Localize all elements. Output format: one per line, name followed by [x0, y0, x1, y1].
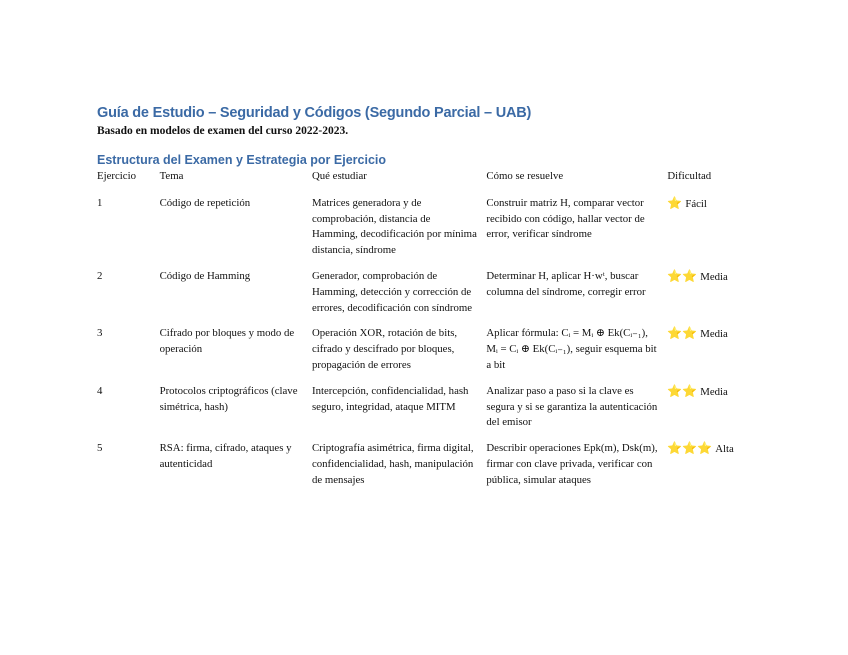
difficulty-label: Alta	[715, 443, 734, 456]
column-header-como-se-resuelve: Cómo se resuelve	[486, 170, 564, 182]
column-header-dificultad: Dificultad	[667, 170, 712, 182]
exam-structure-table	[97, 169, 757, 499]
cell-como-se-resuelve-wrap	[486, 326, 667, 383]
cell-dificultad	[667, 196, 757, 269]
cell-que-estudiar: Generador, comprobación de Hamming, detección y corrección de errores, decodificación con síndrome	[311, 269, 473, 314]
document-page	[97, 104, 757, 499]
difficulty-label: Media	[700, 385, 728, 398]
table-row	[97, 441, 757, 498]
column-header-que-estudiar: Qué estudiar	[311, 170, 367, 182]
column-header-tema: Tema	[159, 170, 184, 182]
difficulty-label: Media	[700, 270, 728, 283]
table-row	[97, 326, 757, 383]
cell-que-estudiar-wrap	[312, 269, 486, 326]
document-title: Guía de Estudio – Seguridad y Códigos (Segundo Parcial – UAB)	[97, 105, 532, 121]
cell-tema: Protocolos criptográficos (clave simétrica, hash)	[159, 384, 298, 413]
difficulty-label: Media	[700, 328, 728, 341]
cell-ejercicio: 4	[97, 384, 103, 397]
section-heading: Estructura del Examen y Estrategia por Ejercicio	[97, 153, 387, 167]
table-row	[97, 269, 757, 326]
cell-que-estudiar-wrap	[312, 384, 486, 441]
table-row	[97, 196, 757, 269]
cell-ejercicio: 2	[97, 269, 103, 282]
cell-ejercicio: 1	[97, 196, 103, 209]
cell-dificultad	[667, 441, 757, 498]
cell-como-se-resuelve-wrap	[486, 196, 667, 269]
table-row	[97, 384, 757, 441]
cell-como-se-resuelve: Aplicar fórmula: Cᵢ = Mᵢ ⊕ Ek(Cᵢ₋₁), Mᵢ = Cᵢ ⊕ Ek(Cᵢ₋₁), seguir esquema bit a bit	[486, 327, 657, 371]
table-header-row	[97, 169, 757, 196]
cell-como-se-resuelve: Determinar H, aplicar H·wᵗ, buscar columna del síndrome, corregir error	[486, 269, 646, 298]
cell-dificultad	[667, 384, 757, 441]
cell-como-se-resuelve: Describir operaciones Epk(m), Dsk(m), firmar con clave privada, verificar con pública, simular ataques	[486, 442, 658, 486]
cell-como-se-resuelve-wrap	[486, 384, 667, 441]
cell-como-se-resuelve-wrap	[486, 441, 667, 498]
star-icon: ⭐	[667, 195, 683, 210]
document-subtitle: Basado en modelos de examen del curso 2022-2023.	[97, 125, 349, 137]
cell-que-estudiar: Operación XOR, rotación de bits, cifrado y descifrado por bloques, propagación de errores	[311, 327, 458, 371]
cell-dificultad	[667, 269, 757, 326]
cell-como-se-resuelve-wrap	[486, 269, 667, 326]
star-icon: ⭐⭐⭐	[667, 441, 713, 456]
cell-tema: Cifrado por bloques y modo de operación	[159, 327, 295, 356]
cell-que-estudiar: Intercepción, confidencialidad, hash seguro, integridad, ataque MITM	[311, 384, 469, 413]
difficulty-label: Fácil	[685, 197, 707, 210]
cell-que-estudiar: Criptografía asimétrica, firma digital, confidencialidad, hash, manipulación de mensajes	[311, 442, 474, 486]
star-icon: ⭐⭐	[667, 326, 698, 341]
cell-dificultad	[667, 326, 757, 383]
column-header-ejercicio: Ejercicio	[97, 170, 136, 182]
star-icon: ⭐⭐	[667, 268, 698, 283]
cell-ejercicio: 3	[97, 327, 103, 340]
cell-como-se-resuelve: Analizar paso a paso si la clave es segura y si se garantiza la autenticación del emisor	[486, 384, 658, 429]
cell-que-estudiar-wrap	[312, 441, 486, 498]
cell-que-estudiar-wrap	[312, 326, 486, 383]
cell-ejercicio: 5	[97, 442, 103, 455]
cell-que-estudiar: Matrices generadora y de comprobación, distancia de Hamming, decodificación por mínima distancia, síndrome	[311, 196, 477, 257]
cell-tema: RSA: firma, cifrado, ataques y autenticidad	[159, 442, 292, 470]
cell-tema: Código de repetición	[159, 196, 251, 209]
cell-que-estudiar-wrap	[312, 196, 486, 269]
cell-tema: Código de Hamming	[159, 269, 251, 282]
cell-como-se-resuelve: Construir matriz H, comparar vector recibido con código, hallar vector de error, verificar síndrome	[486, 196, 645, 241]
star-icon: ⭐⭐	[667, 383, 698, 398]
